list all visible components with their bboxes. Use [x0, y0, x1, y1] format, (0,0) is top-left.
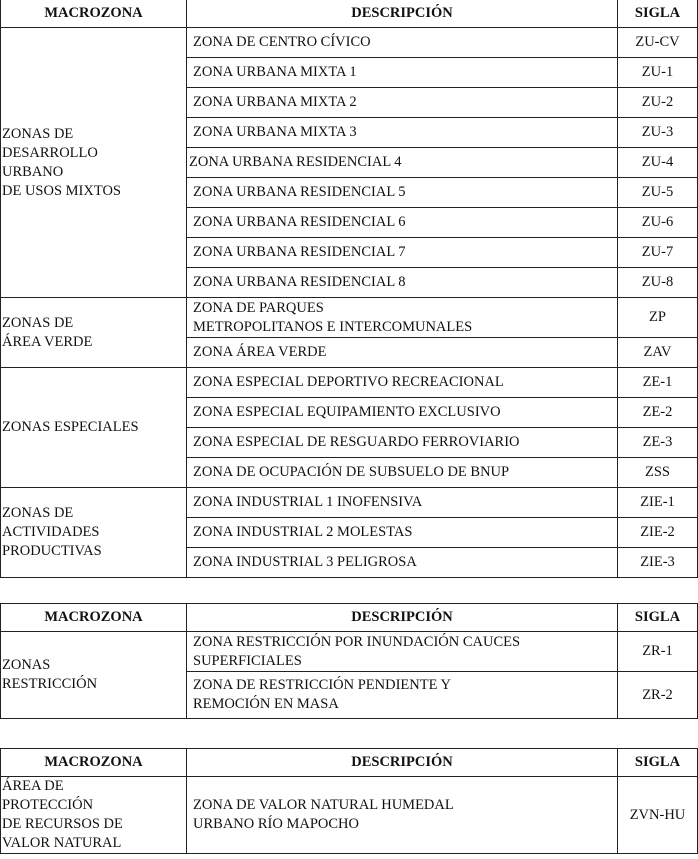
descripcion-cell: ZONA DE OCUPACIÓN DE SUBSUELO DE BNUP	[187, 458, 618, 488]
sigla-cell: ZIE-1	[618, 488, 698, 518]
descripcion-cell: ZONA ESPECIAL DE RESGUARDO FERROVIARIO	[187, 428, 618, 458]
header-descripcion: DESCRIPCIÓN	[187, 749, 618, 777]
descripcion-cell: ZONA INDUSTRIAL 1 INOFENSIVA	[187, 488, 618, 518]
descripcion-cell: ZONA RESTRICCIÓN POR INUNDACIÓN CAUCES SUPERFICIALES	[187, 632, 618, 672]
descripcion-cell: ZONA URBANA RESIDENCIAL 6	[187, 208, 618, 238]
header-macrozona: MACROZONA	[1, 0, 187, 28]
sigla-cell: ZU-4	[618, 148, 698, 178]
descripcion-cell: ZONA URBANA RESIDENCIAL 5	[187, 178, 618, 208]
header-macrozona: MACROZONA	[1, 604, 187, 632]
zoning-table-proteccion	[0, 748, 698, 854]
sigla-cell: ZU-1	[618, 58, 698, 88]
macrozona-cell-especiales: ZONAS ESPECIALES	[1, 368, 187, 488]
sigla-cell: ZU-CV	[618, 28, 698, 58]
descripcion-cell: ZONA URBANA RESIDENCIAL 4	[187, 148, 618, 178]
descripcion-cell: ZONA DE CENTRO CÍVICO	[187, 28, 618, 58]
table-row	[1, 28, 698, 58]
table-row	[1, 488, 698, 518]
descripcion-cell: ZONA DE PARQUES METROPOLITANOS E INTERCOMUNALES	[187, 298, 618, 338]
header-row	[1, 0, 698, 28]
sigla-cell: ZVN-HU	[618, 777, 698, 854]
macrozona-cell-area-verde: ZONAS DE ÁREA VERDE	[1, 298, 187, 368]
descripcion-cell: ZONA URBANA RESIDENCIAL 8	[187, 268, 618, 298]
table-row	[1, 777, 698, 854]
macrozona-cell-actividades-productivas: ZONAS DE ACTIVIDADES PRODUCTIVAS	[1, 488, 187, 578]
header-sigla: SIGLA	[618, 604, 698, 632]
header-descripcion: DESCRIPCIÓN	[187, 604, 618, 632]
sigla-cell: ZU-3	[618, 118, 698, 148]
header-row	[1, 749, 698, 777]
descripcion-cell: ZONA URBANA MIXTA 2	[187, 88, 618, 118]
sigla-cell: ZIE-3	[618, 548, 698, 578]
sigla-cell: ZU-2	[618, 88, 698, 118]
descripcion-cell: ZONA ÁREA VERDE	[187, 338, 618, 368]
header-macrozona: MACROZONA	[1, 749, 187, 777]
header-descripcion: DESCRIPCIÓN	[187, 0, 618, 28]
table-row	[1, 368, 698, 398]
table-row	[1, 632, 698, 672]
descripcion-cell: ZONA URBANA RESIDENCIAL 7	[187, 238, 618, 268]
header-sigla: SIGLA	[618, 749, 698, 777]
descripcion-cell: ZONA ESPECIAL DEPORTIVO RECREACIONAL	[187, 368, 618, 398]
descripcion-cell: ZONA INDUSTRIAL 2 MOLESTAS	[187, 518, 618, 548]
sigla-cell: ZE-3	[618, 428, 698, 458]
sigla-cell: ZU-5	[618, 178, 698, 208]
descripcion-cell: ZONA URBANA MIXTA 3	[187, 118, 618, 148]
sigla-cell: ZR-2	[618, 672, 698, 719]
table-row	[1, 298, 698, 338]
sigla-cell: ZU-7	[618, 238, 698, 268]
descripcion-cell: ZONA DE VALOR NATURAL HUMEDAL URBANO RÍO MAPOCHO	[187, 777, 618, 854]
descripcion-cell: ZONA INDUSTRIAL 3 PELIGROSA	[187, 548, 618, 578]
descripcion-cell: ZONA URBANA MIXTA 1	[187, 58, 618, 88]
sigla-cell: ZU-6	[618, 208, 698, 238]
descripcion-cell: ZONA ESPECIAL EQUIPAMIENTO EXCLUSIVO	[187, 398, 618, 428]
zoning-table-restriccion	[0, 603, 698, 719]
header-sigla: SIGLA	[618, 0, 698, 28]
sigla-cell: ZE-2	[618, 398, 698, 428]
sigla-cell: ZP	[618, 298, 698, 338]
sigla-cell: ZIE-2	[618, 518, 698, 548]
macrozona-cell-restriccion: ZONAS RESTRICCIÓN	[1, 632, 187, 719]
header-row	[1, 604, 698, 632]
macrozona-cell-proteccion: ÁREA DE PROTECCIÓN DE RECURSOS DE VALOR NATURAL	[1, 777, 187, 854]
sigla-cell: ZAV	[618, 338, 698, 368]
sigla-cell: ZSS	[618, 458, 698, 488]
macrozona-cell-desarrollo-urbano: ZONAS DE DESARROLLO URBANO DE USOS MIXTOS	[1, 28, 187, 298]
descripcion-cell: ZONA DE RESTRICCIÓN PENDIENTE Y REMOCIÓN EN MASA	[187, 672, 618, 719]
sigla-cell: ZU-8	[618, 268, 698, 298]
sigla-cell: ZR-1	[618, 632, 698, 672]
sigla-cell: ZE-1	[618, 368, 698, 398]
